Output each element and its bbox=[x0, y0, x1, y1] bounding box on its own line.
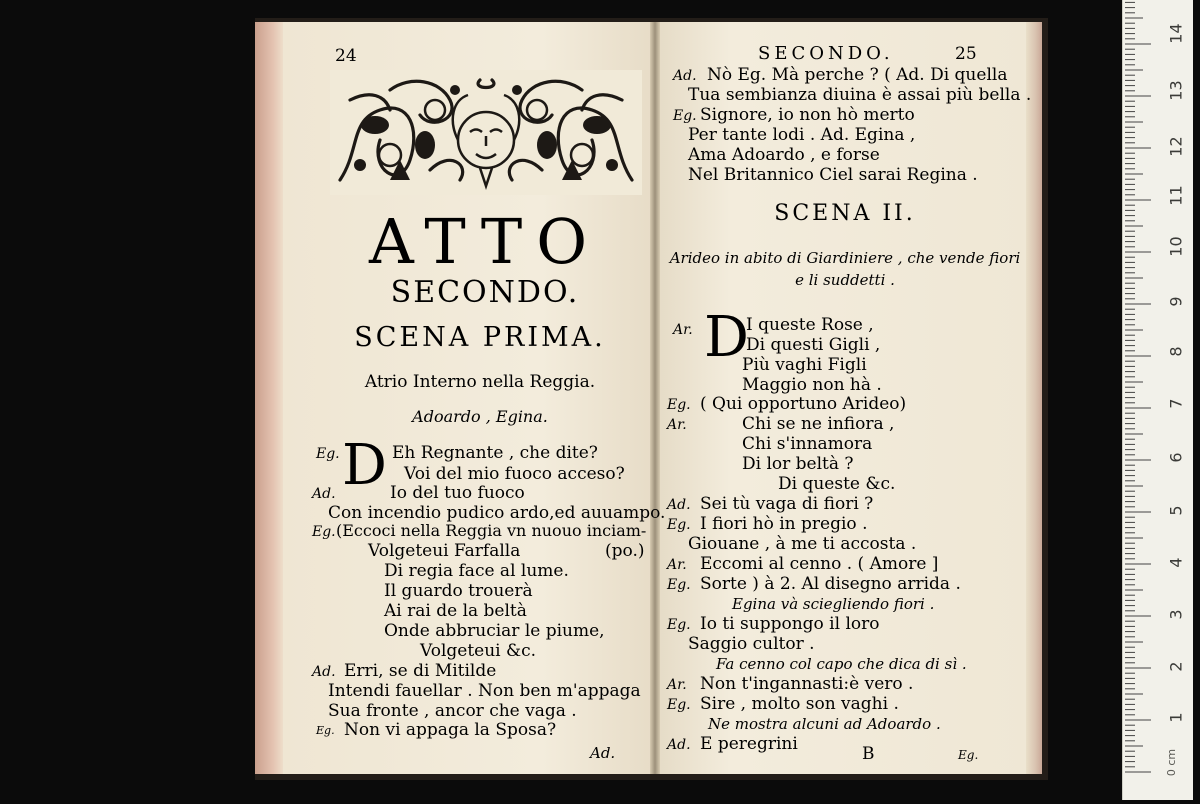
verse-line: Voi del mio fuoco acceso? bbox=[404, 464, 625, 484]
verse-line: Chi s'innamora bbox=[742, 434, 873, 454]
verse-line: Sorte ) à 2. Al disegno arrida . bbox=[700, 574, 961, 594]
verse-line: Sua fronte , ancor che vaga . bbox=[328, 701, 577, 721]
verse-line: Io del tuo fuoco bbox=[390, 483, 525, 503]
ruler-number: 2 bbox=[1166, 661, 1186, 672]
speaker-label: Eg. bbox=[667, 577, 691, 593]
speaker-label: Eg. bbox=[316, 724, 335, 737]
verse-line: Per tante lodi . Ad. Egina , bbox=[688, 125, 916, 145]
drop-cap-left: D bbox=[342, 433, 387, 498]
verse-line: Signore, io non hò merto bbox=[700, 105, 915, 125]
speaker-label: Ar. bbox=[667, 417, 687, 433]
ruler-number: 13 bbox=[1166, 80, 1186, 101]
verse-line: Io ti suppongo il loro bbox=[700, 614, 880, 634]
speaker-label: Eg. bbox=[316, 446, 340, 462]
verse-line: Sire , molto son vaghi . bbox=[700, 694, 899, 714]
ruler-number: 11 bbox=[1166, 185, 1186, 206]
speaker-label: Ad. bbox=[673, 68, 697, 84]
verse-line: Di questi Gigli , bbox=[746, 335, 881, 355]
stage-direction: Ne mostra alcuni ad Adoardo . bbox=[708, 715, 941, 733]
scene-title-right: SCENA II. bbox=[774, 201, 916, 226]
floral-mask-ornament-icon bbox=[330, 70, 642, 195]
verse-line: I fiori hò in pregio . bbox=[700, 514, 868, 534]
ruler-number: 3 bbox=[1166, 609, 1186, 620]
ruler-number: 9 bbox=[1166, 296, 1186, 307]
verse-line: ( Qui opportuno Arideo) bbox=[700, 394, 907, 414]
verse-line: Eccomi al cenno . ( Amore ] bbox=[700, 554, 939, 574]
verse-line: Ama Adoardo , e forse bbox=[688, 145, 880, 165]
speaker-label: Eg. bbox=[667, 397, 691, 413]
verse-line: (Eccoci nella Reggia vn nuouo inciam- bbox=[336, 521, 647, 540]
speaker-label: Ad. bbox=[312, 486, 336, 502]
signature-mark: B bbox=[862, 744, 875, 764]
verse-line: Intendi fauellar . Non ben m'appaga bbox=[328, 681, 641, 701]
verse-line: Saggio cultor . bbox=[688, 634, 815, 654]
verse-line: Di queste &c. bbox=[778, 474, 896, 494]
speaker-label: Ar. bbox=[673, 322, 693, 338]
speaker-label: Ar. bbox=[667, 557, 687, 573]
speaker-label: Eg. bbox=[673, 108, 697, 124]
verse-line: Sei tù vaga di fiori ? bbox=[700, 494, 874, 514]
act-title: ATTO bbox=[368, 205, 602, 278]
speaker-label: Ar. bbox=[667, 677, 687, 693]
verse-line: Con incendio pudico ardo,ed auuampo. bbox=[328, 503, 666, 523]
ruler-number: 6 bbox=[1166, 452, 1186, 463]
page-edge-left bbox=[255, 22, 285, 774]
drop-cap-right: D bbox=[704, 305, 749, 370]
verse-line: Volgeteui Farfalla bbox=[368, 541, 521, 561]
verse-line: E peregrini bbox=[700, 734, 798, 754]
speaker-label: Eg. bbox=[667, 697, 691, 713]
stage-direction: Arideo in abito di Giardiniere , che vende fiori bbox=[669, 249, 1021, 267]
scene-title-left: SCENA PRIMA. bbox=[354, 322, 606, 353]
verse-line: Maggio non hà . bbox=[742, 375, 882, 395]
verse-line: Onde abbruciar le piume, bbox=[384, 621, 605, 641]
speaker-label: Ad. bbox=[667, 497, 691, 513]
verse-line: Nò Eg. Mà perche ? ( Ad. Di quella bbox=[707, 65, 1008, 85]
ruler-number: 8 bbox=[1166, 346, 1186, 357]
verse-line: Giouane , à me ti accosta . bbox=[688, 534, 917, 554]
ruler-number: 1 bbox=[1166, 712, 1186, 723]
verse-line: I queste Rose , bbox=[746, 315, 874, 335]
headpiece-ornament bbox=[330, 70, 642, 195]
ruler-number: 10 bbox=[1166, 236, 1186, 257]
page-number-left: 24 bbox=[335, 46, 357, 66]
verse-line: (po.) bbox=[605, 541, 645, 561]
verse-line: Non t'ingannasti:è vero . bbox=[700, 674, 914, 694]
verse-line: Eh Regnante , che dite? bbox=[392, 443, 598, 463]
verse-line: Tua sembianza diuina è assai più bella . bbox=[688, 85, 1032, 105]
scene-characters: Adoardo , Egina. bbox=[412, 407, 548, 426]
verse-line: Erri, se di Mitilde bbox=[344, 661, 497, 681]
act-number: SECONDO. bbox=[390, 275, 580, 310]
verse-line: Volgeteui &c. bbox=[420, 641, 537, 661]
verse-line: Di lor beltà ? bbox=[742, 454, 854, 474]
speaker-label: Eg. bbox=[312, 524, 336, 540]
verse-line: Ai rai de la beltà bbox=[384, 601, 527, 621]
ruler-number: 5 bbox=[1166, 505, 1186, 516]
catchword-right: Eg. bbox=[958, 748, 979, 762]
ruler-number: 4 bbox=[1166, 557, 1186, 568]
stage-direction: Fa cenno col capo che dica di sì . bbox=[716, 655, 967, 673]
page-number-right: 25 bbox=[955, 44, 977, 64]
speaker-label: Eg. bbox=[667, 617, 691, 633]
speaker-label: Ad. bbox=[312, 664, 336, 680]
catchword-left: Ad. bbox=[590, 744, 616, 762]
verse-line: Di regia face al lume. bbox=[384, 561, 569, 581]
ruler-number: 14 bbox=[1166, 23, 1186, 44]
verse-line: Più vaghi Figli bbox=[742, 355, 867, 375]
verse-line: Chi se ne infiora , bbox=[742, 414, 895, 434]
verse-line: Il guardo trouerà bbox=[384, 581, 533, 601]
stage-direction: Egina và sciegliendo fiori . bbox=[732, 595, 935, 613]
stage-direction: e li suddetti . bbox=[795, 271, 895, 289]
speaker-label: Ad. bbox=[667, 737, 691, 753]
verse-line: Nel Britannico Ciel sarai Regina . bbox=[688, 165, 978, 185]
running-head: SECONDO. bbox=[758, 43, 894, 64]
ruler-number: 12 bbox=[1166, 136, 1186, 157]
scene-location: Atrio Interno nella Reggia. bbox=[364, 372, 596, 392]
book-gutter bbox=[650, 22, 660, 774]
ruler-unit-label: 0 cm bbox=[1165, 748, 1179, 777]
page-edge-right bbox=[1026, 22, 1042, 774]
verse-line: Non vi appaga la Sposa? bbox=[344, 720, 557, 740]
speaker-label: Eg. bbox=[667, 517, 691, 533]
ruler-number: 7 bbox=[1166, 398, 1186, 409]
